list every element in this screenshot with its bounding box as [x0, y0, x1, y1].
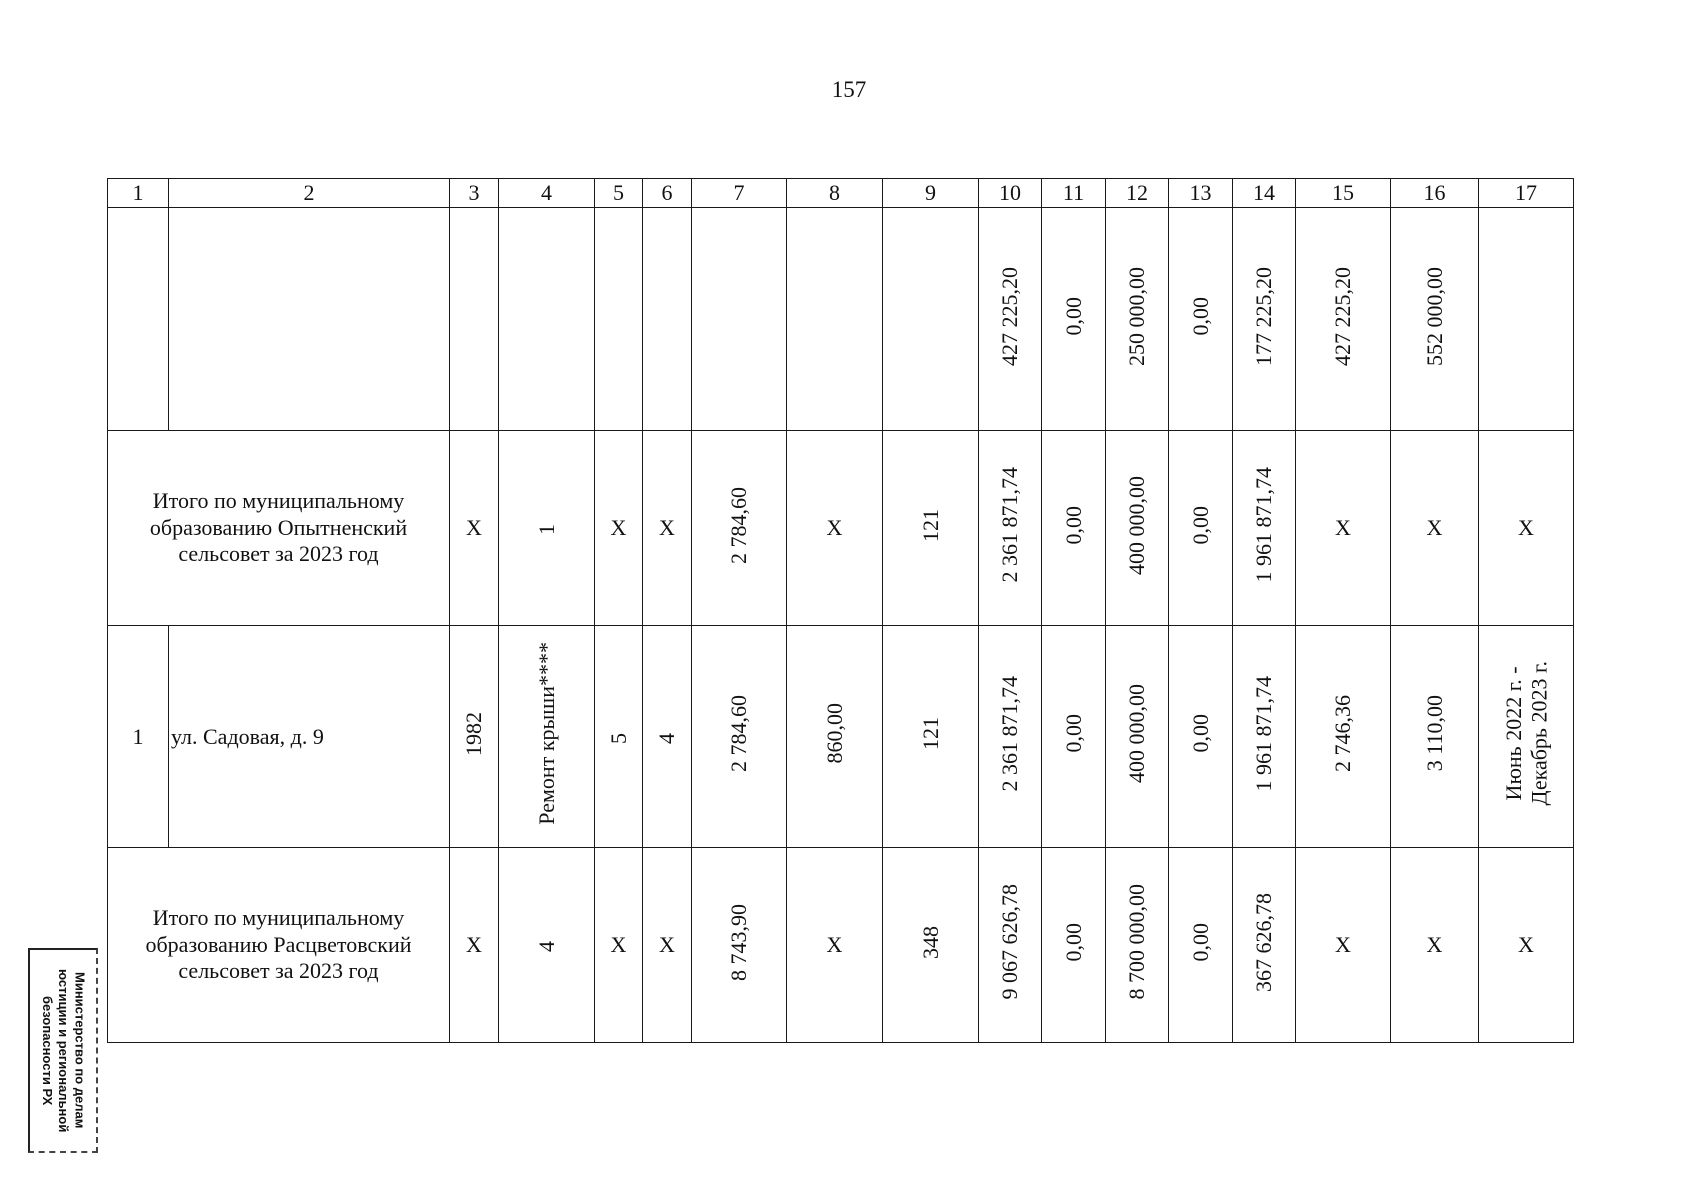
- cell-value: 0,00: [1187, 505, 1213, 545]
- cell-value: 0,00: [1187, 714, 1213, 753]
- cell-value: 2 784,60: [726, 486, 752, 564]
- cell-value: 1: [533, 524, 559, 535]
- cell-value: 3 110,00: [1421, 695, 1447, 772]
- header-cell: 16: [1391, 179, 1479, 208]
- cell-value: X: [643, 431, 692, 626]
- table-row: [108, 208, 1574, 431]
- cell-value: 400 000,00: [1124, 475, 1150, 575]
- stamp-text: [39, 969, 88, 1132]
- cell-value: 177 225,20: [1251, 266, 1277, 366]
- header-cell: 13: [1169, 179, 1233, 208]
- header-cell: 15: [1296, 179, 1391, 208]
- header-cell: 7: [692, 179, 787, 208]
- total-label: Итого по муниципальному образованию Расцветовский сельсовет за 2023 год: [108, 848, 450, 1043]
- cell-value: 1 961 871,74: [1251, 467, 1277, 583]
- cell-value: 0,00: [1060, 296, 1086, 336]
- cell-empty: [787, 208, 883, 431]
- row-number: 1: [108, 626, 169, 848]
- period-end: Декабрь 2023 г.: [1526, 661, 1551, 806]
- cell-value: X: [450, 431, 499, 626]
- cell-empty: [1479, 208, 1574, 431]
- period-start: Июнь 2022 г. -: [1500, 666, 1526, 801]
- cell-value: 250 000,00: [1124, 266, 1150, 366]
- cell-value: 8 700 000,00: [1124, 884, 1150, 1000]
- cell-value: 427 225,20: [1330, 266, 1356, 366]
- page-number: 157: [831, 77, 867, 102]
- header-cell: 3: [450, 179, 499, 208]
- header-cell: 14: [1233, 179, 1296, 208]
- cell-empty: [169, 208, 450, 431]
- cell-empty: [883, 208, 979, 431]
- cell-empty: [692, 208, 787, 431]
- header-cell: 17: [1479, 179, 1574, 208]
- cell-value: 2 784,60: [726, 695, 752, 772]
- stamp-line: безопасности РХ: [39, 995, 55, 1106]
- cell-value: 1982: [461, 711, 487, 756]
- cell-value: X: [1479, 431, 1574, 626]
- header-cell: 12: [1106, 179, 1169, 208]
- cell-value: 552 000,00: [1421, 266, 1447, 366]
- table-row: [108, 626, 1574, 848]
- cell-value: 0,00: [1060, 714, 1086, 753]
- header-cell: 11: [1042, 179, 1106, 208]
- header-cell: 5: [595, 179, 643, 208]
- ministry-stamp: [28, 948, 98, 1153]
- cell-value: X: [1296, 431, 1391, 626]
- cell-value: 0,00: [1187, 296, 1213, 336]
- table-row: [108, 431, 1574, 626]
- cell-value: 400 000,00: [1124, 684, 1150, 783]
- cell-value: 1 961 871,74: [1251, 675, 1277, 792]
- cell-empty: [499, 208, 595, 431]
- cell-value: 4: [533, 941, 559, 952]
- cell-value: 0,00: [1060, 505, 1086, 545]
- cell-empty: [643, 208, 692, 431]
- cell-value: 367 626,78: [1251, 892, 1277, 992]
- header-cell: 6: [643, 179, 692, 208]
- cell-value: 121: [917, 717, 943, 750]
- work-type: Ремонт крыши****: [533, 642, 559, 825]
- cell-value: 121: [917, 508, 943, 542]
- stamp-line: юстиции и региональной: [56, 968, 72, 1133]
- cell-value: X: [787, 848, 883, 1043]
- cell-value: X: [1391, 431, 1479, 626]
- table-row: [108, 848, 1574, 1043]
- cell-value: 2 361 871,74: [997, 675, 1023, 792]
- cell-value: X: [450, 848, 499, 1043]
- cell-value: 2 746,36: [1330, 695, 1356, 772]
- cell-value: X: [643, 848, 692, 1043]
- cell-value: 5: [605, 732, 631, 744]
- cell-value: 0,00: [1060, 922, 1086, 962]
- cell-value: 860,00: [821, 703, 847, 764]
- cell-empty: [108, 208, 169, 431]
- cell-empty: [450, 208, 499, 431]
- cell-value: 2 361 871,74: [997, 467, 1023, 583]
- cell-value: 8 743,90: [726, 903, 752, 981]
- address: ул. Садовая, д. 9: [169, 626, 450, 848]
- cell-value: X: [595, 848, 643, 1043]
- header-cell: 2: [169, 179, 450, 208]
- header-row: [108, 179, 1574, 208]
- cell-value: X: [1296, 848, 1391, 1043]
- cell-empty: [595, 208, 643, 431]
- cell-value: 4: [654, 732, 680, 744]
- cell-value: 427 225,20: [997, 266, 1023, 366]
- header-cell: 9: [883, 179, 979, 208]
- cell-value: X: [1479, 848, 1574, 1043]
- cell-value: 348: [917, 925, 943, 959]
- header-cell: 4: [499, 179, 595, 208]
- cell-value: X: [787, 431, 883, 626]
- total-label: Итого по муниципальному образованию Опытненский сельсовет за 2023 год: [108, 431, 450, 626]
- header-cell: 1: [108, 179, 169, 208]
- cell-value: X: [595, 431, 643, 626]
- header-cell: 10: [979, 179, 1042, 208]
- period: [1501, 661, 1552, 805]
- data-table: [107, 178, 1574, 1043]
- cell-value: X: [1391, 848, 1479, 1043]
- cell-value: 9 067 626,78: [997, 884, 1023, 1000]
- stamp-line: Министерство по делам: [72, 972, 88, 1129]
- cell-value: 0,00: [1187, 922, 1213, 962]
- header-cell: 8: [787, 179, 883, 208]
